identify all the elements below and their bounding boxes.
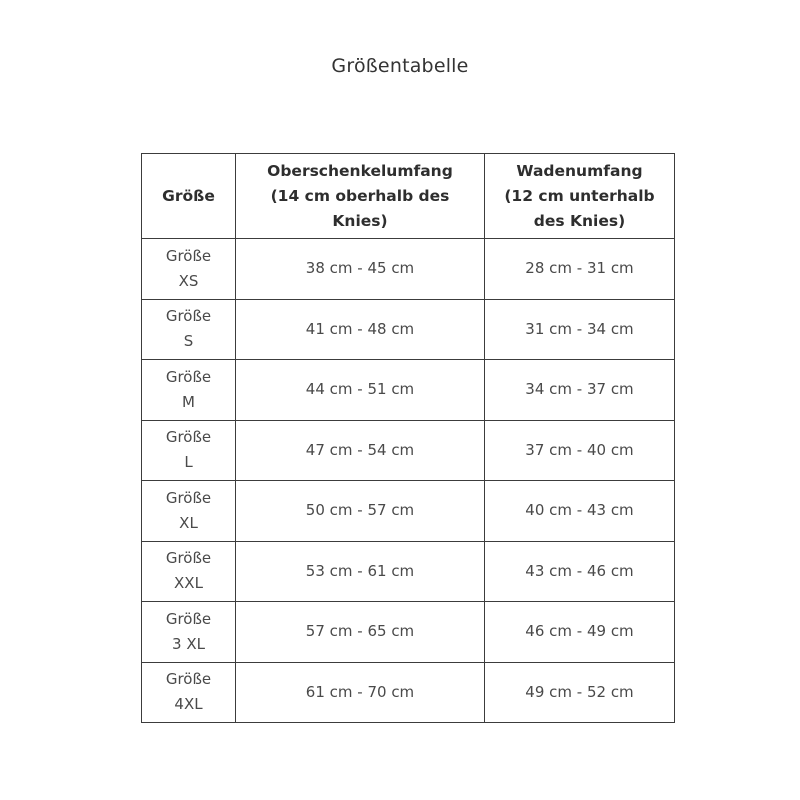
- calf-range-cell: 49 cm - 52 cm: [485, 662, 675, 723]
- size-value: XS: [178, 271, 199, 290]
- size-table: [141, 153, 675, 723]
- size-cell: [142, 239, 236, 300]
- size-prefix: Größe: [165, 367, 212, 386]
- size-value: 4XL: [174, 695, 203, 714]
- size-prefix: Größe: [165, 549, 212, 568]
- table-row: [142, 239, 675, 300]
- table-row: [142, 602, 675, 663]
- size-prefix: Größe: [165, 428, 212, 447]
- size-value: XL: [179, 513, 198, 532]
- calf-range-cell: 46 cm - 49 cm: [485, 602, 675, 663]
- size-cell: [142, 420, 236, 481]
- header-calf-circumference: Wadenumfang (12 cm unterhalb des Knies): [485, 154, 675, 239]
- thigh-range-cell: 50 cm - 57 cm: [236, 481, 485, 542]
- thigh-range-cell: 47 cm - 54 cm: [236, 420, 485, 481]
- calf-range-cell: 31 cm - 34 cm: [485, 299, 675, 360]
- size-value: M: [182, 392, 195, 411]
- thigh-range-cell: 61 cm - 70 cm: [236, 662, 485, 723]
- calf-range-cell: 43 cm - 46 cm: [485, 541, 675, 602]
- header-thigh-circumference: Oberschenkelumfang (14 cm oberhalb des Knies): [236, 154, 485, 239]
- calf-range-cell: 40 cm - 43 cm: [485, 481, 675, 542]
- size-cell: [142, 481, 236, 542]
- calf-range-cell: 28 cm - 31 cm: [485, 239, 675, 300]
- thigh-range-cell: 44 cm - 51 cm: [236, 360, 485, 421]
- header-size: Größe: [142, 154, 236, 239]
- size-prefix: Größe: [165, 488, 212, 507]
- thigh-range-cell: 38 cm - 45 cm: [236, 239, 485, 300]
- thigh-range-cell: 57 cm - 65 cm: [236, 602, 485, 663]
- size-cell: [142, 602, 236, 663]
- table-row: [142, 541, 675, 602]
- size-prefix: Größe: [165, 307, 212, 326]
- size-value: XXL: [174, 574, 203, 593]
- size-value: S: [183, 332, 194, 351]
- thigh-range-cell: 53 cm - 61 cm: [236, 541, 485, 602]
- size-cell: [142, 360, 236, 421]
- size-cell: [142, 299, 236, 360]
- size-prefix: Größe: [165, 246, 212, 265]
- table-row: [142, 299, 675, 360]
- size-value: 3 XL: [172, 634, 205, 653]
- table-header-row: [142, 154, 675, 239]
- calf-range-cell: 34 cm - 37 cm: [485, 360, 675, 421]
- thigh-range-cell: 41 cm - 48 cm: [236, 299, 485, 360]
- table-row: [142, 420, 675, 481]
- size-prefix: Größe: [165, 670, 212, 689]
- table-row: [142, 481, 675, 542]
- calf-range-cell: 37 cm - 40 cm: [485, 420, 675, 481]
- table-row: [142, 662, 675, 723]
- size-value: L: [184, 453, 193, 472]
- table-row: [142, 360, 675, 421]
- size-cell: [142, 662, 236, 723]
- size-cell: [142, 541, 236, 602]
- page-title: Größentabelle: [331, 55, 469, 77]
- size-prefix: Größe: [165, 609, 212, 628]
